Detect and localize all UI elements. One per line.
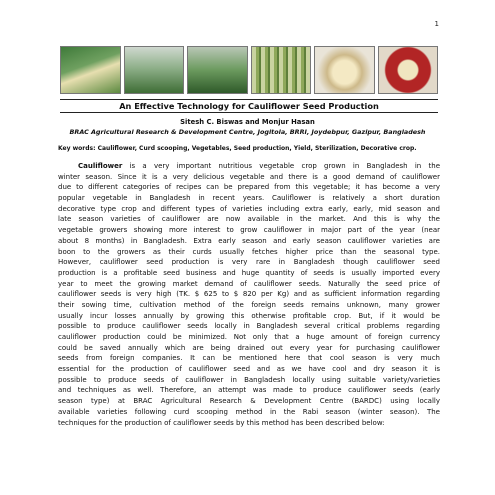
body-line: However, cauliflower seed production is very rare in Bangladesh though cauliflower seed: [58, 258, 440, 267]
body-line: vegetable growers showing more interest to grow cauliflower in major part of the year (near: [58, 226, 440, 235]
photo-strip: [60, 46, 438, 94]
page-number: 1: [434, 20, 439, 28]
body-line: available varieties following curd scooping method in the Rabi season (winter season). The: [58, 407, 440, 416]
body-line: possible to produce cauliflower seeds locally in Bangladesh several critical problems regarding: [58, 322, 440, 331]
body-line: and techniques as well. Therefore, an attempt was made to produce cauliflower seeds (early: [58, 386, 440, 395]
body-line: usually incur losses annually by growing this otherwise profitable crop. But, if it would be: [58, 311, 440, 320]
body-line: cauliflower production could be minimized. Not only that a huge amount of foreign currency: [58, 333, 440, 341]
cauliflower-on-red-tray-photo: [378, 46, 439, 94]
body-line: could be saved annually which are being drained out every year for purchasing cauliflower: [58, 343, 440, 352]
body-line: their sowing time, cultivation method of the foreign seeds remains unknown, many grower: [58, 300, 440, 309]
cauliflower-curd-in-field-photo: [60, 46, 121, 94]
body-line: possible to produce seeds of cauliflower in Bangladesh locally using suitable variety/varieties: [58, 375, 440, 384]
greenhouse-plants-photo: [124, 46, 185, 94]
keywords: Key words: Cauliflower, Curd scooping, Vegetables, Seed production, Yield, Sterilization, Decorative crop.: [58, 145, 417, 152]
lead-term: Cauliflower: [78, 162, 123, 170]
body-line: production is a profitable seed business and huge quantity of seeds is usually imported every: [58, 268, 440, 277]
body-line: [58, 161, 440, 172]
body-line: year to meet the growing market demand of cauliflower seeds. Naturally the seed price of: [58, 279, 440, 288]
cauliflower-plants-photo: [187, 46, 248, 94]
seed-crop-field-photo: [251, 46, 312, 94]
document-title: An Effective Technology for Cauliflower Seed Production: [60, 99, 438, 113]
body-line: cauliflower seeds is very high (TK. $ 625 to $ 820 per Kg) and as sufficient information regarding: [58, 290, 440, 299]
body-line: late season varieties of cauliflower are now available in the market. And this is why the: [58, 215, 440, 224]
cauliflower-curd-photo: [314, 46, 375, 94]
body-line: due to different categories of recipes can be prepared from this vegetable; it has become a very: [58, 183, 440, 192]
body-line: winter season. Since it is a very delicious vegetable and there is a good demand of cauliflower: [58, 172, 440, 181]
body-line: essential for the production of cauliflower seed and as we have cool and dry season it is: [58, 365, 440, 374]
body-line: about 8 months) in Bangladesh. Extra early season and early season cauliflower varieties are: [58, 236, 440, 245]
authors: Sitesh C. Biswas and Monjur Hasan: [180, 118, 315, 126]
body-line: decorative type crop and different types of varieties including extra early, early, mid season and: [58, 204, 440, 213]
body-line: boon to the growers as their curds usually fetches higher price than the seasonal type.: [58, 247, 440, 256]
body-line-text: is a very important nutritious vegetable crop grown in Bangladesh in the: [122, 162, 440, 170]
body-line: season type) at BRAC Agricultural Research & Development Centre (BARDC) using locally: [58, 397, 440, 406]
body-paragraph: [58, 161, 440, 428]
body-line: seeds from foreign companies. It can be mentioned here that cool season is very much: [58, 354, 440, 363]
body-line: techniques for the production of cauliflower seeds by this method has been described below:: [58, 418, 385, 427]
body-line: popular vegetable in Bangladesh in recent years. Cauliflower is relatively a short duration: [58, 194, 440, 203]
affiliation: BRAC Agricultural Research & Development Centre, Jogitola, BRRI, Joydebpur, Gazipur, Bangladesh: [69, 128, 426, 136]
